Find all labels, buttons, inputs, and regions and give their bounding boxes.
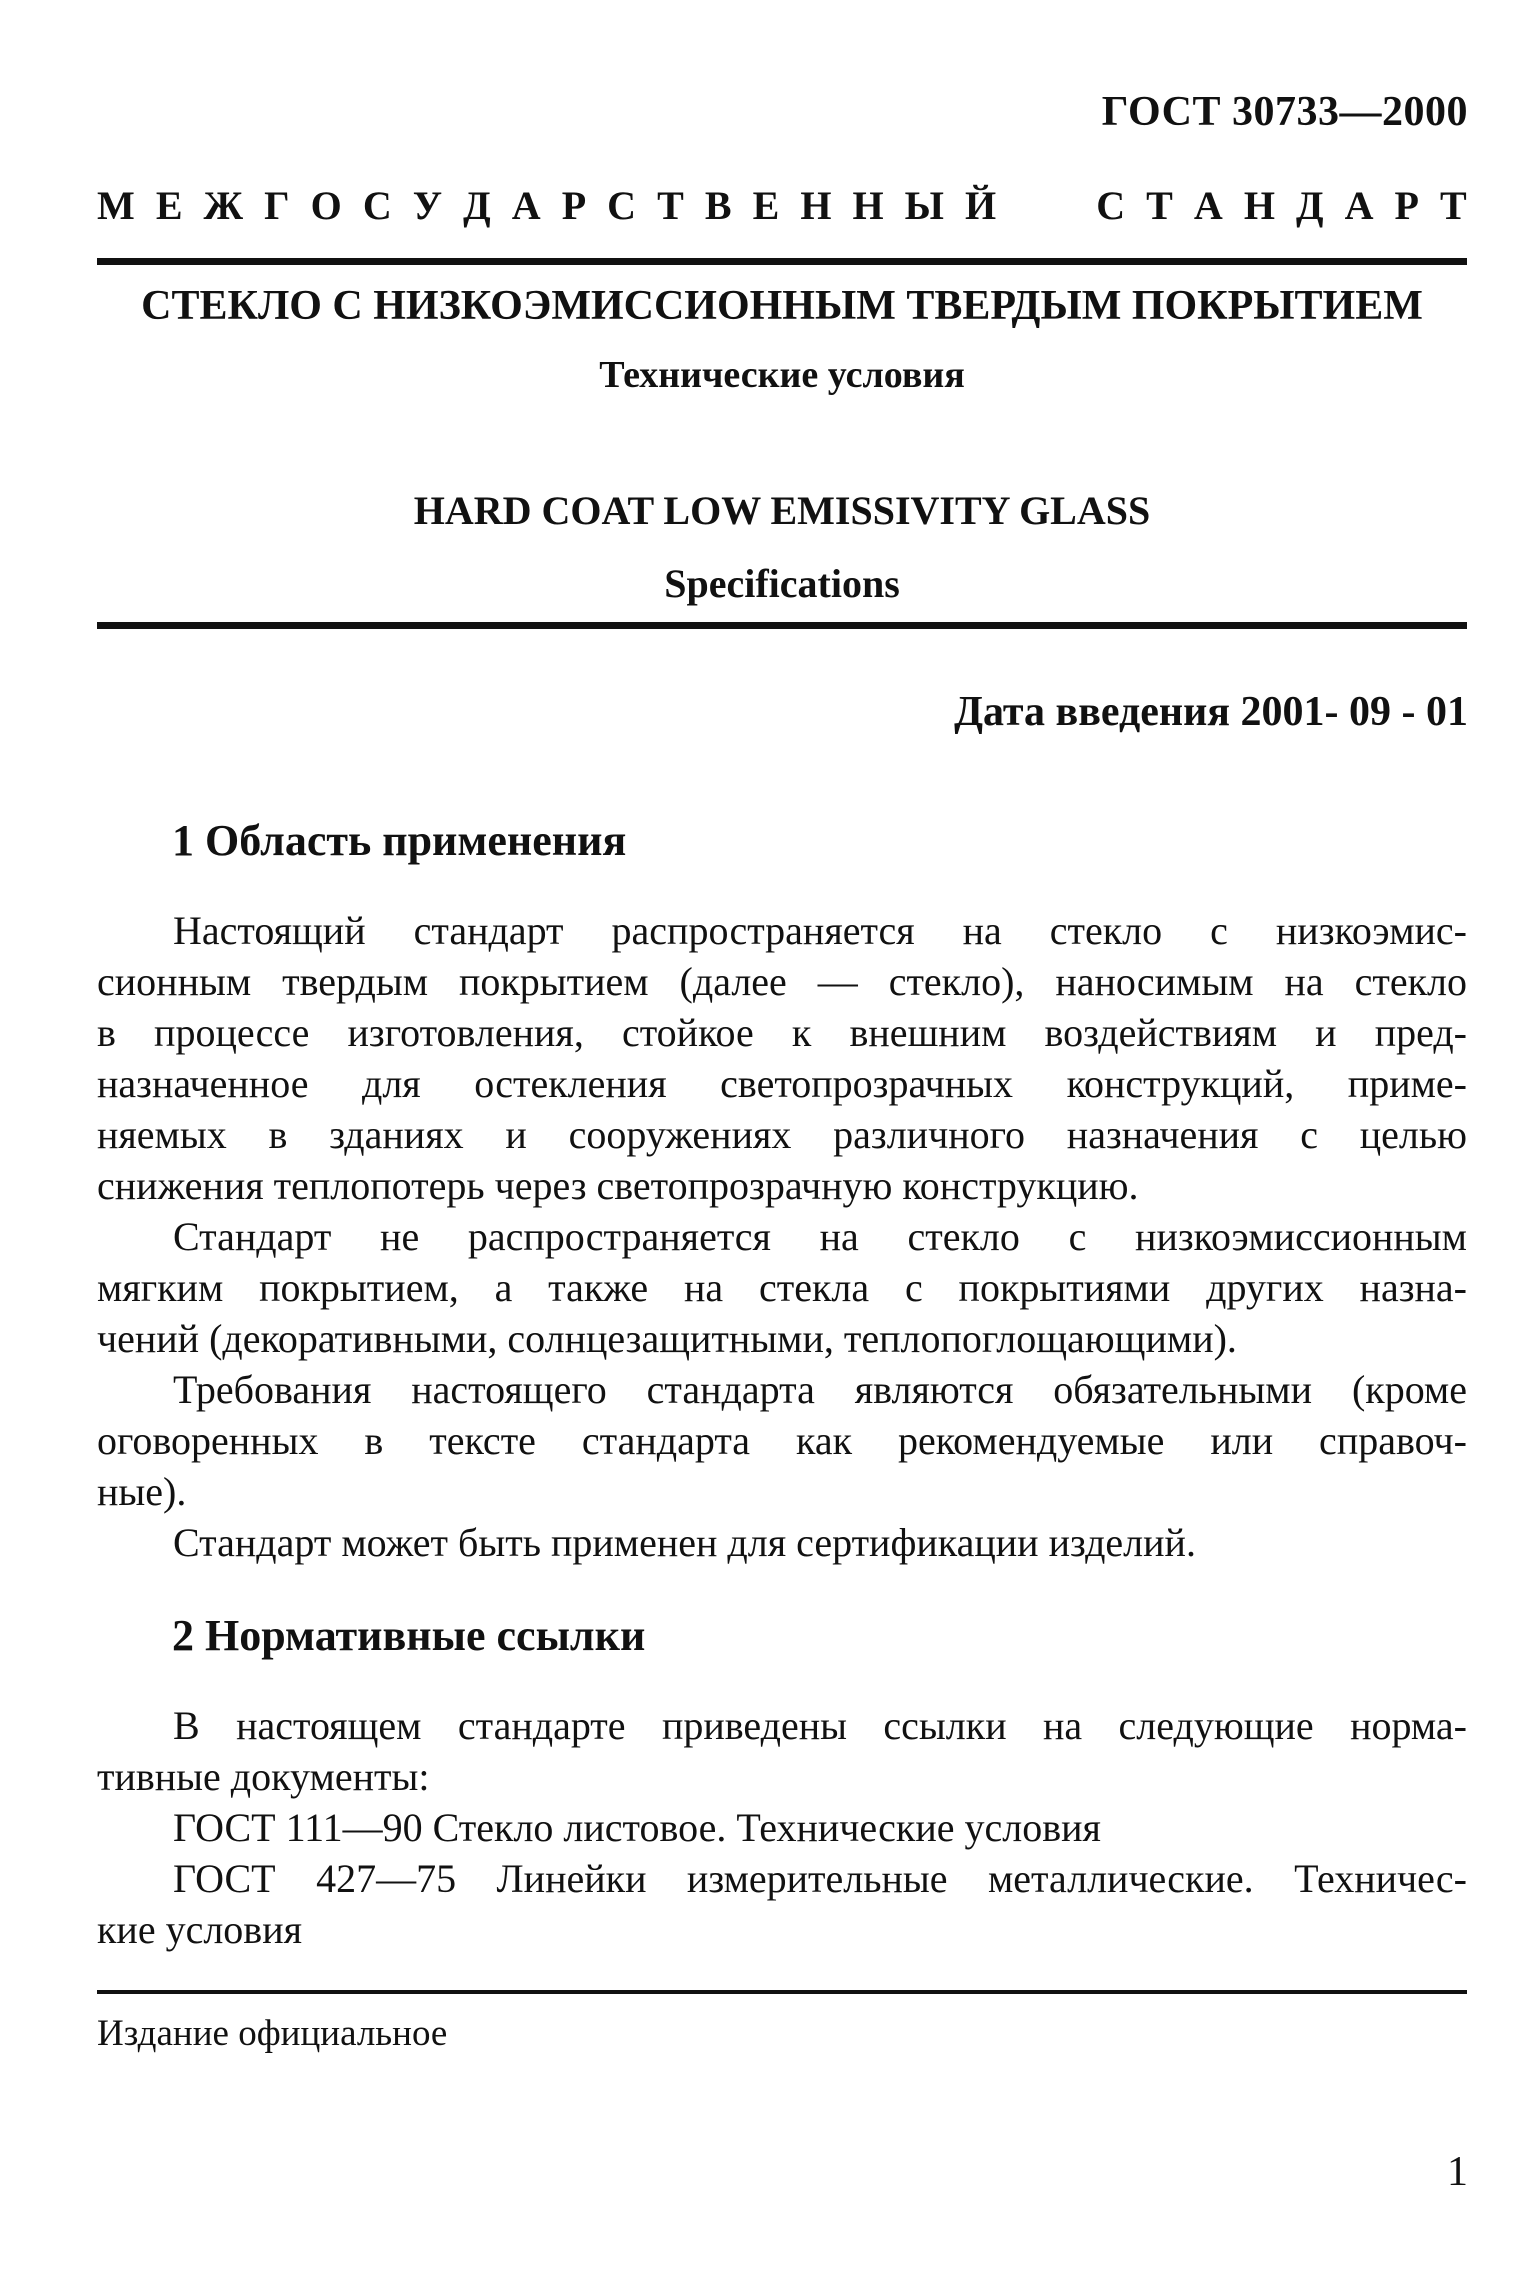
section-2-body [97,1700,1467,1955]
official-edition-note: Издание официальное [97,2013,448,2054]
title-bottom-rule [97,622,1467,629]
body-line: в процессе изготовления, стойкое к внешним воздействиям и пред- [97,1010,1467,1055]
banner-letter: Н [800,183,832,228]
body-line: Стандарт может быть применен для сертификации изделий. [173,1520,1196,1565]
interstate-standard-banner [97,182,1467,229]
banner-letter: Т [657,183,684,228]
document-number: ГОСТ 30733—2000 [1101,89,1468,135]
top-thick-rule [97,258,1467,265]
body-line: Настоящий стандарт распространяется на стекло с низкоэмис- [173,908,1467,953]
section-1-body [97,905,1467,1568]
banner-letter: О [310,183,342,228]
banner-letter: Ж [203,183,244,228]
body-line: Требования настоящего стандарта являются обязательными (кроме [173,1367,1467,1412]
body-line: оговоренных в тексте стандарта как рекомендуемые или справоч- [97,1418,1467,1463]
section-1-heading: 1 Область применения [172,816,627,865]
body-line: В настоящем стандарте приведены ссылки на следующие норма- [173,1703,1467,1748]
subtitle-russian: Технические условия [599,354,965,396]
banner-letter: С [1096,183,1126,228]
footer-rule [97,1990,1467,1994]
banner-letter: Н [1243,183,1275,228]
body-line: ные). [97,1469,187,1514]
banner-word-gap [1017,182,1075,229]
banner-letter: С [362,183,392,228]
banner-letter: Д [1295,183,1324,228]
banner-letter: Ы [904,183,944,228]
banner-letter: Т [1439,183,1467,228]
banner-letter: У [412,183,443,228]
banner-letter: Р [1394,183,1419,228]
body-line: кие условия [97,1907,302,1952]
reference-line: ГОСТ 111—90 Стекло листовое. Технические условия [173,1805,1101,1850]
banner-letter: Е [752,183,780,228]
body-line: назначенное для остекления светопрозрачных конструкций, приме- [97,1061,1467,1106]
body-line: мягким покрытием, а также на стекла с покрытиями других назна- [97,1265,1467,1310]
banner-letter: Р [561,183,587,228]
banner-letter: А [511,183,541,228]
banner-letter: Й [964,183,997,228]
title-russian: СТЕКЛО С НИЗКОЭМИССИОННЫМ ТВЕРДЫМ ПОКРЫТИЕМ [141,283,1423,329]
body-line: тивные документы: [97,1754,430,1799]
body-line: сионным твердым покрытием (далее — стекло), наносимым на стекло [97,959,1467,1004]
banner-letter: Г [264,183,290,228]
section-2-heading: 2 Нормативные ссылки [172,1611,646,1660]
banner-letter: С [607,183,637,228]
banner-letter: Т [1146,183,1173,228]
banner-letter: М [97,183,135,228]
introduction-date: Дата введения 2001- 09 - 01 [954,689,1468,735]
banner-letter: А [1193,183,1223,228]
banner-letter: А [1344,183,1374,228]
subtitle-english: Specifications [664,561,900,606]
body-line: чений (декоративными, солнцезащитными, теплопоглощающими). [97,1316,1237,1361]
banner-letter: Н [852,183,884,228]
body-line: няемых в зданиях и сооружениях различного назначения с целью [97,1112,1467,1157]
banner-letter: В [704,183,732,228]
banner-letter: Е [155,183,183,228]
body-line: снижения теплопотерь через светопрозрачную конструкцию. [97,1163,1139,1208]
banner-letter: Д [463,183,491,228]
page-number: 1 [1447,2149,1468,2195]
body-line: Стандарт не распространяется на стекло с низкоэмиссионным [173,1214,1467,1259]
title-english: HARD COAT LOW EMISSIVITY GLASS [413,488,1151,533]
reference-line: ГОСТ 427—75 Линейки измерительные металлические. Техничес- [173,1856,1467,1901]
